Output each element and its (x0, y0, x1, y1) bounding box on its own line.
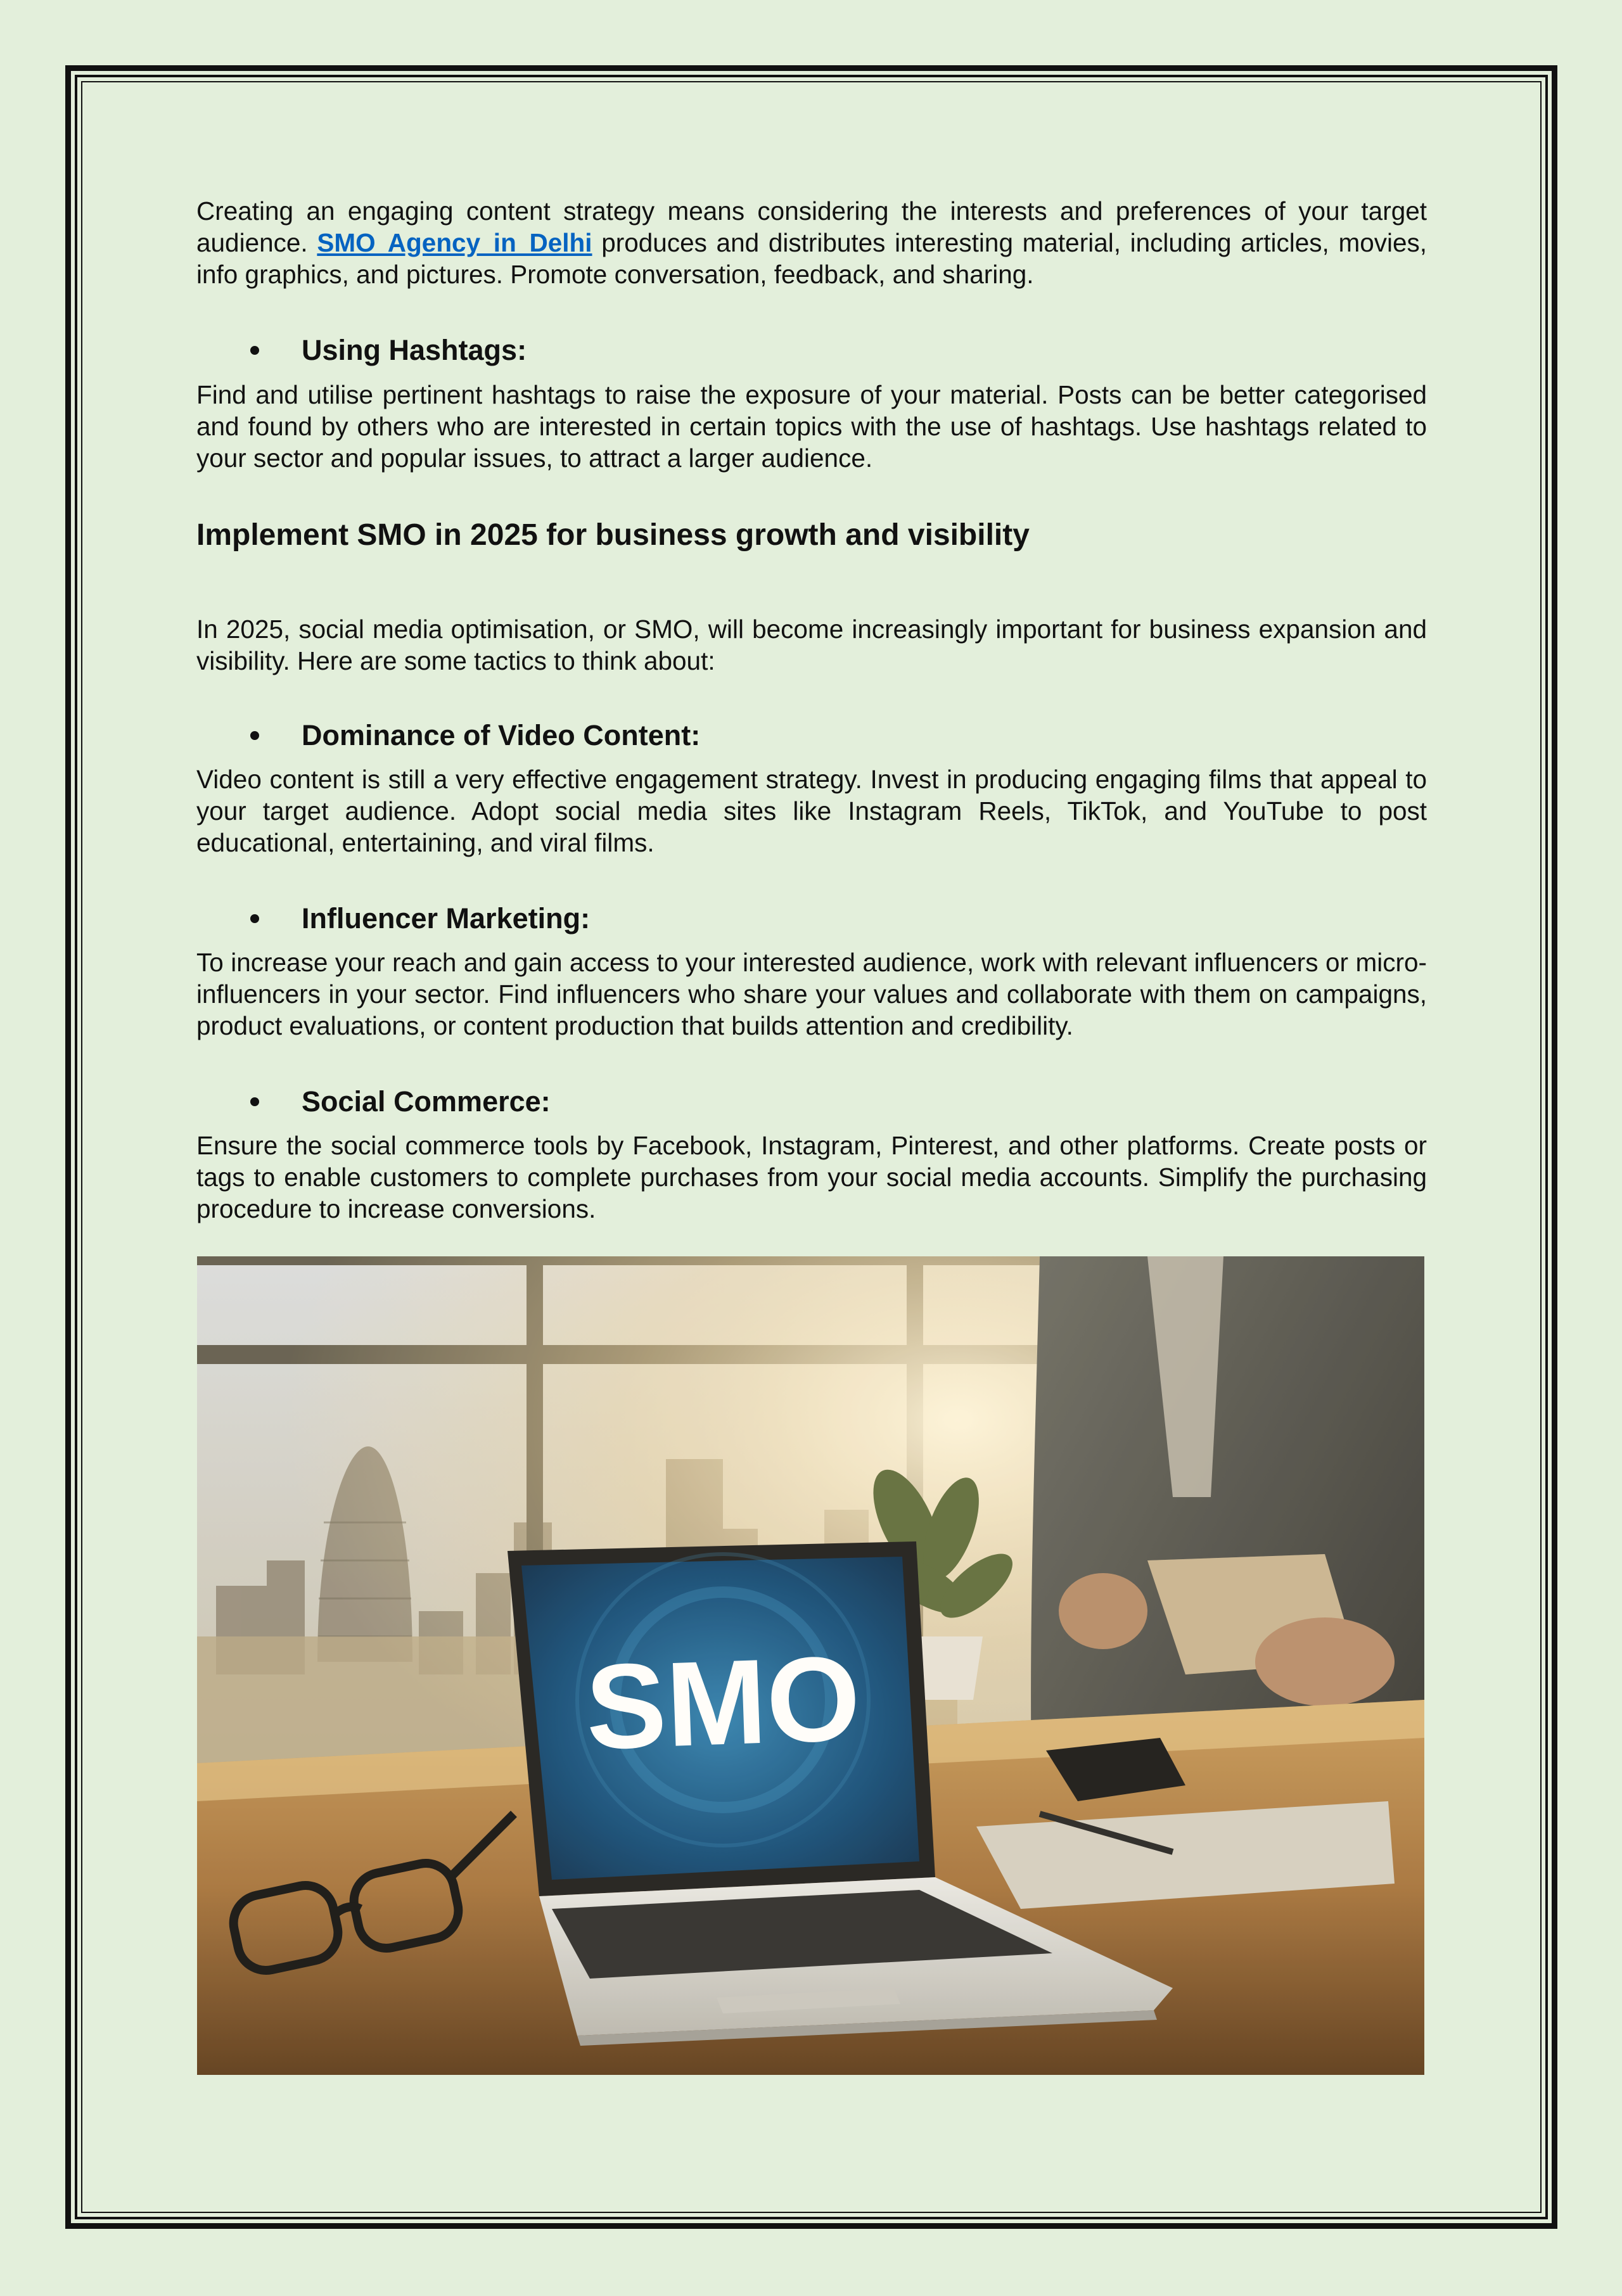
hashtags-paragraph: Find and utilise pertinent hashtags to raise the exposure of your material. Posts can be better categorised and found by others who are interested in certain topics with the use of hashtags. Use hashtags related to your sector and popular issues, to attract a larger audience. (196, 380, 1427, 473)
intro-paragraph (196, 195, 1427, 290)
social-commerce-paragraph: Ensure the social commerce tools by Facebook, Instagram, Pinterest, and other platforms. Create posts or tags to enable customers to complete purchases from your social media accounts. Simplify the purchasing procedure to increase conversions. (196, 1131, 1427, 1223)
bullet-icon (250, 1097, 259, 1106)
hashtags-heading-text: Using Hashtags: (302, 334, 527, 366)
section-title: Implement SMO in 2025 for business growth and visibility (196, 518, 1030, 552)
bullet-icon (250, 346, 259, 355)
section-intro-paragraph: In 2025, social media optimisation, or SMO, will become increasingly important for business expansion and visibility. Here are some tactics to think about: (196, 615, 1427, 675)
influencer-marketing-heading-text: Influencer Marketing: (302, 902, 591, 934)
influencer-marketing-heading (196, 901, 590, 936)
social-commerce-heading-text: Social Commerce: (302, 1085, 551, 1118)
social-commerce-heading (196, 1084, 551, 1119)
bullet-icon (250, 731, 259, 740)
bullet-icon (250, 914, 259, 923)
laptop-screen-text: SMO (584, 1631, 863, 1775)
video-content-paragraph: Video content is still a very effective engagement strategy. Invest in producing engaging films that appeal to your target audience. Adopt social media sites like Instagram Reels, TikTok, and YouTube to post educational, entertaining, and viral films. (196, 765, 1427, 857)
hashtags-heading (196, 333, 527, 368)
influencer-marketing-paragraph: To increase your reach and gain access to your interested audience, work with relevant influencers or micro-influencers in your sector. Find influencers who share your values and collaborate with them on campaigns, product evaluations, or content production that builds attention and credibility. (196, 948, 1427, 1040)
intro-text-after-link: produces and distributes interesting material, including articles, movies, info graphics, and pictures. Promote conversation, feedback, and sharing. (196, 228, 1427, 289)
video-content-heading-text: Dominance of Video Content: (302, 719, 701, 751)
video-content-heading (196, 718, 700, 753)
smo-laptop-photo (197, 1256, 1424, 2075)
smo-agency-link[interactable]: SMO Agency in Delhi (317, 228, 592, 257)
intro-text-before-link: Creating an engaging content strategy means considering the interests and preferences of your target audience. (196, 196, 1427, 257)
